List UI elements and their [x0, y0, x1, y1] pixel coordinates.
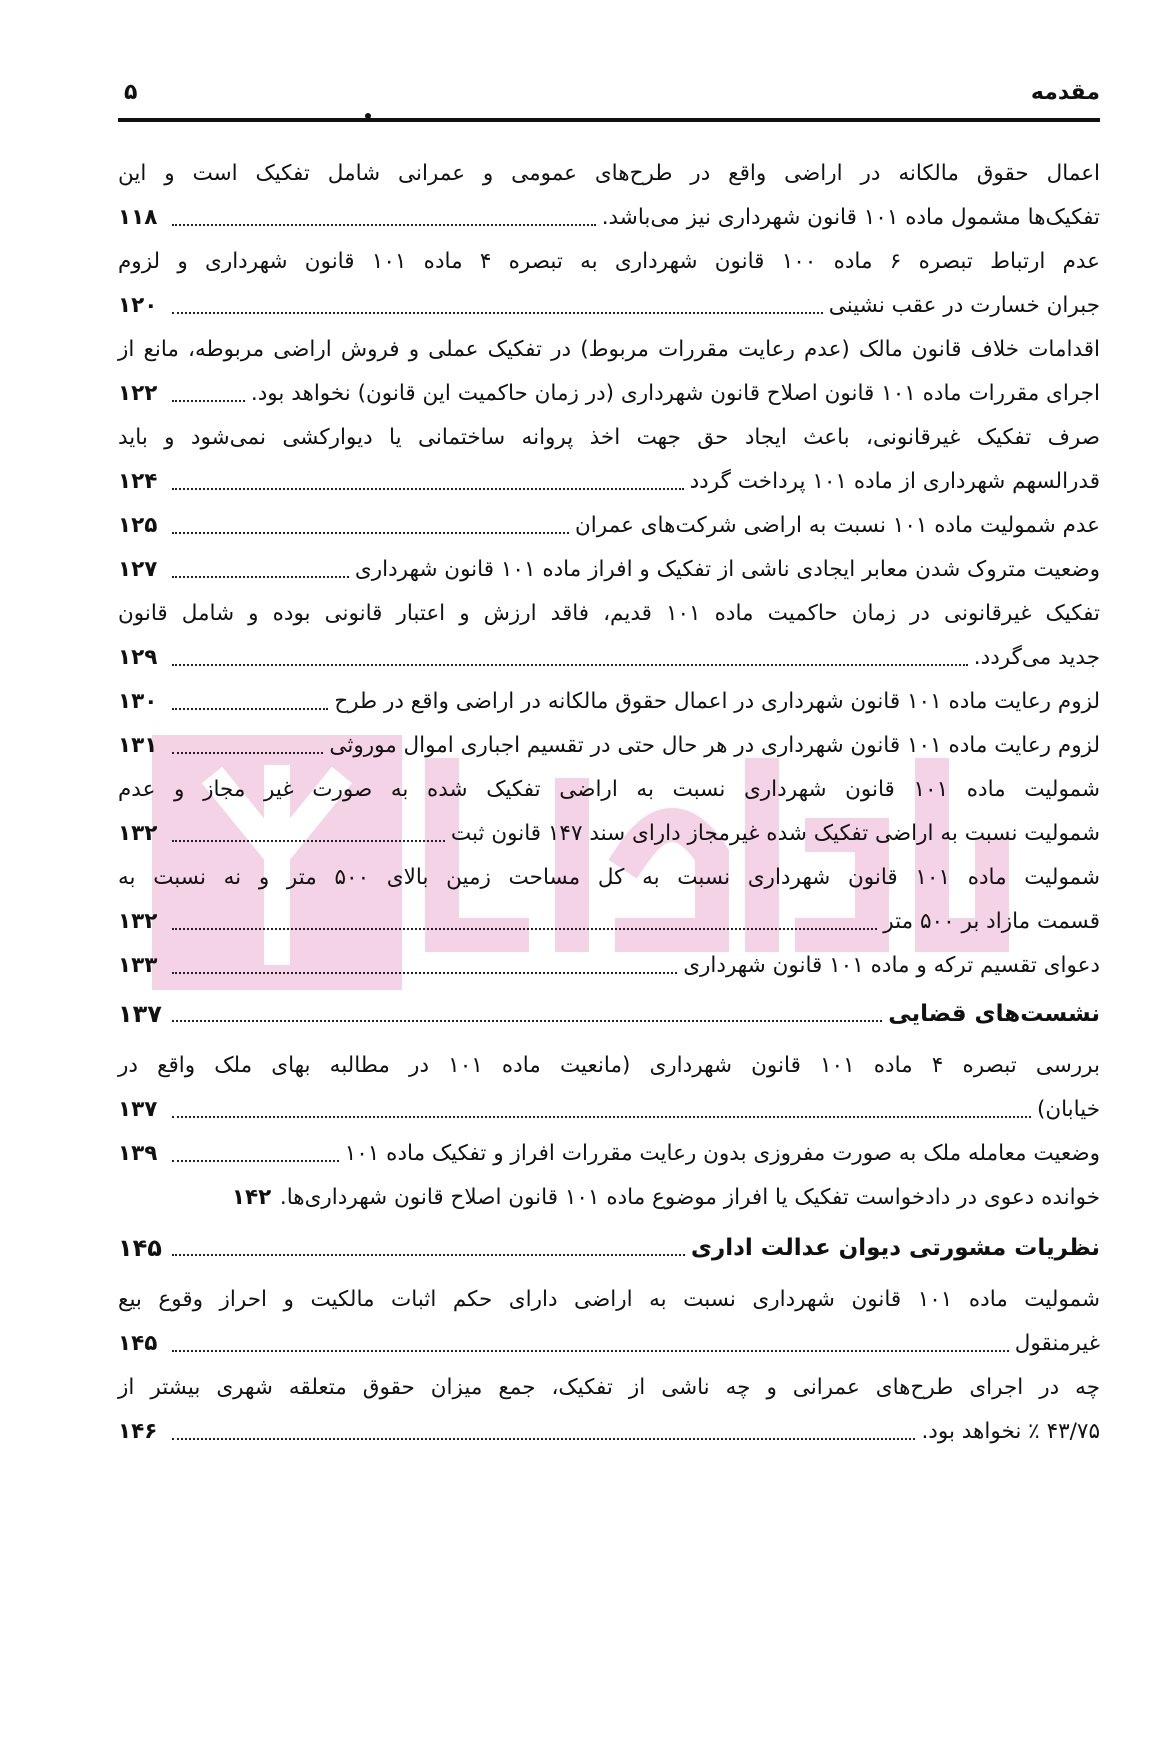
toc-entry-text: خیابان) — [1036, 1097, 1100, 1122]
toc-entry-text: تفکیک غیرقانونی در زمان حاکمیت ماده ۱۰۱ قدیم، فاقد ارزش و اعتبار قانونی بوده و شامل قانون — [118, 601, 1100, 626]
toc-entry-text: لزوم رعایت ماده ۱۰۱ قانون شهرداری در هر حال حتی در تقسیم اجباری اموال موروثی — [329, 733, 1100, 758]
toc-entry-line — [118, 458, 1100, 506]
toc-page-number: ۱۳۷ — [118, 1097, 158, 1122]
toc-entry-line — [118, 502, 1100, 550]
toc-entry-line — [118, 1320, 1100, 1368]
toc-entry-text: خوانده دعوی در دادخواست تفکیک یا افراز موضوع ماده ۱۰۱ قانون اصلاح قانون شهرداری‌ها. — [279, 1185, 1100, 1210]
toc-section-heading — [118, 990, 1100, 1038]
toc-leader-dots — [172, 708, 328, 710]
toc-page-number: ۱۴۵ — [118, 1331, 158, 1356]
toc-entry-line — [118, 590, 1100, 638]
toc-leader-dots — [172, 1160, 339, 1162]
toc-section-title: نشست‌های قضایی — [888, 1001, 1100, 1027]
header-rule — [118, 118, 1100, 122]
toc-entry-text: غیرمنقول — [1014, 1331, 1100, 1356]
toc-entry-text: بررسی تبصره ۴ ماده ۱۰۱ قانون شهرداری (مانعیت ماده ۱۰۱ در مطالبه بهای ملک واقع در — [118, 1053, 1101, 1078]
toc-leader-dots — [172, 840, 445, 842]
toc-leader-dots — [172, 1254, 685, 1256]
toc-page-number: ۱۲۰ — [118, 293, 158, 318]
toc-page-number: ۱۴۵ — [118, 1234, 162, 1262]
toc-entry-text: شمولیت نسبت به اراضی تفکیک شده غیرمجاز دارای سند ۱۴۷ قانون ثبت — [450, 821, 1100, 846]
toc-entry-text: شمولیت ماده ۱۰۱ قانون شهرداری نسبت به اراضی دارای حکم اثبات مالکیت و احراز وقوع بیع — [118, 1287, 1100, 1312]
toc-entry-line — [118, 678, 1100, 726]
toc-leader-dots — [172, 400, 245, 402]
toc-entry-text: عدم ارتباط تبصره ۶ ماده ۱۰۰ قانون شهرداری به تبصره ۴ ماده ۱۰۱ قانون شهرداری و لزوم — [118, 249, 1101, 274]
toc-entry-line — [118, 898, 1100, 946]
toc-leader-dots — [172, 1116, 1031, 1118]
toc-page-number: ۱۳۳ — [118, 953, 158, 978]
toc-page-number: ۱۳۷ — [118, 1000, 162, 1028]
toc-entry-text: قسمت مازاد بر ۵۰۰ متر — [883, 909, 1100, 934]
toc-entry-line — [118, 634, 1100, 682]
toc-leader-dots — [172, 664, 968, 666]
toc-leader-dots — [172, 1350, 1009, 1352]
toc-entry-text: چه در اجرای طرح‌های عمرانی و چه ناشی از تفکیک، جمع میزان حقوق متعلقه شهری بیشتر از — [118, 1375, 1100, 1400]
toc-entry-text: اجرای مقررات ماده ۱۰۱ قانون اصلاح قانون شهرداری (در زمان حاکمیت این قانون) نخواهد بود. — [250, 381, 1100, 406]
toc-page-number: ۱۱۸ — [118, 205, 158, 230]
toc-page-number: ۱۳۰ — [118, 689, 158, 714]
toc-entry-text: عدم شمولیت ماده ۱۰۱ نسبت به اراضی شرکت‌های عمران — [575, 513, 1100, 538]
toc-page-number: ۱۲۷ — [118, 557, 158, 582]
toc-entry-text: وضعیت معامله ملک به صورت مفروزی بدون رعایت مقررات افراز و تفکیک ماده ۱۰۱ — [344, 1141, 1100, 1166]
toc-entry-line — [118, 1086, 1100, 1134]
toc-entry-text: دعوای تقسیم ترکه و ماده ۱۰۱ قانون شهرداری — [683, 953, 1100, 978]
toc-leader-dots — [172, 224, 596, 226]
toc-entry-line — [118, 1364, 1100, 1412]
toc-entry-text: وضعیت متروک شدن معابر ایجادی ناشی از تفکیک و افراز ماده ۱۰۱ قانون شهرداری — [354, 557, 1100, 582]
toc-entry-text: شمولیت ماده ۱۰۱ قانون شهرداری نسبت به کل مساحت زمین بالای ۵۰۰ متر و نه نسبت به — [118, 865, 1100, 890]
toc-entry-line — [118, 1174, 1100, 1222]
toc-leader-dots — [172, 928, 877, 930]
toc-entry-line — [118, 326, 1100, 374]
toc-page-number: ۱۲۲ — [118, 381, 158, 406]
toc-entry-line — [118, 1042, 1100, 1090]
toc-entry-line — [118, 810, 1100, 858]
toc-page-number: ۱۳۲ — [118, 821, 158, 846]
toc-page-number: ۱۴۶ — [118, 1419, 158, 1444]
toc-entry-line — [118, 1276, 1100, 1324]
toc-entry-line — [118, 370, 1100, 418]
toc-entry-line — [118, 546, 1100, 594]
toc-entry-text: صرف تفکیک غیرقانونی، باعث ایجاد حق جهت اخذ پروانه ساختمانی یا دیوارکشی نمی‌شود و باید — [118, 425, 1100, 450]
toc-entry-line — [118, 722, 1100, 770]
chapter-title: مقدمه — [1030, 80, 1100, 105]
toc-page-number: ۱۲۵ — [118, 513, 158, 538]
toc-section-heading — [118, 1224, 1100, 1272]
toc-page-number: ۱۳۹ — [118, 1141, 158, 1166]
toc-entry-text: جبران خسارت در عقب نشینی — [828, 293, 1100, 318]
toc-section-title: نظریات مشورتی دیوان عدالت اداری — [690, 1235, 1100, 1261]
toc-page-number: ۱۳۲ — [118, 909, 158, 934]
toc-leader-dots — [172, 488, 684, 490]
toc-entry-line — [118, 1408, 1100, 1456]
toc-entry-line — [118, 942, 1100, 990]
page-number: ۵ — [124, 80, 138, 105]
toc-page-number: ۱۴۲ — [231, 1185, 272, 1210]
toc-entry-text: اقدامات خلاف قانون مالک (عدم رعایت مقررات مربوط) در تفکیک عملی و فروش اراضی مربوطه، مانع از — [118, 337, 1100, 362]
toc-entry-line — [118, 150, 1100, 198]
toc-leader-dots — [172, 1020, 882, 1022]
toc-page-number: ۱۲۴ — [118, 469, 158, 494]
toc-entry-text: شمولیت ماده ۱۰۱ قانون شهرداری نسبت به اراضی تفکیک شده به صورت غیر مجاز و عدم — [118, 777, 1100, 802]
toc-entry-line — [118, 1130, 1100, 1178]
toc-entry-line — [118, 194, 1100, 242]
toc-entry-line — [118, 854, 1100, 902]
toc-entry-text: تفکیک‌ها مشمول ماده ۱۰۱ قانون شهرداری نیز می‌باشد. — [601, 205, 1100, 230]
toc-entry-line — [118, 238, 1100, 286]
toc-entry-text: اعمال حقوق مالکانه در اراضی واقع در طرح‌های عمومی و عمرانی شامل تفکیک است و این — [118, 161, 1100, 186]
page-header — [118, 80, 1100, 120]
toc-leader-dots — [172, 1438, 915, 1440]
toc-entry-text: جدید می‌گردد. — [973, 645, 1100, 670]
toc-entry-line — [118, 414, 1100, 462]
toc-entry-text: لزوم رعایت ماده ۱۰۱ قانون شهرداری در اعمال حقوق مالکانه در اراضی واقع در طرح — [334, 689, 1100, 714]
header-rule-mark — [365, 113, 371, 119]
toc-entry-text: ۴۳/۷۵ ٪ نخواهد بود. — [921, 1419, 1100, 1444]
toc-page-number: ۱۳۱ — [118, 733, 158, 758]
toc-entry-text: قدرالسهم شهرداری از ماده ۱۰۱ پرداخت گردد — [689, 469, 1100, 494]
toc-leader-dots — [172, 312, 823, 314]
toc-entry-line — [118, 766, 1100, 814]
toc-page-number: ۱۲۹ — [118, 645, 158, 670]
toc-leader-dots — [172, 972, 677, 974]
toc-leader-dots — [172, 752, 323, 754]
toc-leader-dots — [172, 532, 569, 534]
toc-entry-line — [118, 282, 1100, 330]
toc-leader-dots — [172, 576, 349, 578]
